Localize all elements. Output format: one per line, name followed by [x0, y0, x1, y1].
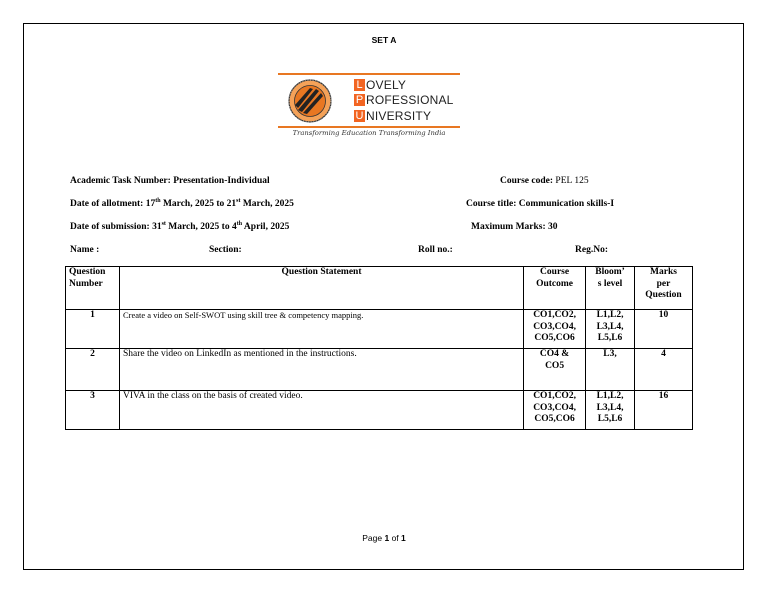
course-outcome: CO1,CO2, CO3,CO4, CO5,CO6 [524, 310, 586, 349]
roll-number-label: Roll no.: [418, 245, 453, 255]
marks: 16 [635, 391, 693, 430]
page-footer: Page 1 of 1 [362, 533, 406, 543]
logo-line-lovely [354, 77, 454, 93]
section-label: Section: [209, 245, 242, 255]
university-logo [278, 70, 460, 142]
table-header-row [66, 267, 693, 310]
logo-word: NIVERSITY [366, 108, 432, 123]
logo-wordmark [354, 77, 454, 124]
header-blooms-level: Bloom’ s level [586, 267, 635, 310]
registration-number-label: Reg.No: [575, 245, 608, 255]
question-statement: VIVA in the class on the basis of created video. [119, 391, 523, 430]
logo-line-professional [354, 93, 454, 109]
logo-word: ROFESSIONAL [366, 93, 454, 108]
logo-letter-box: L [354, 79, 365, 91]
logo-line-university [354, 108, 454, 124]
task-number: Academic Task Number: Presentation-Individual [70, 176, 270, 186]
question-statement: Create a video on Self-SWOT using skill tree & competency mapping. [119, 310, 523, 349]
university-seal-icon [280, 77, 350, 124]
question-number: 2 [66, 349, 120, 391]
marks: 10 [635, 310, 693, 349]
submission-date: Date of submission: 31st March, 2025 to 4th April, 2025 [70, 220, 290, 232]
header-question-statement: Question Statement [119, 267, 523, 310]
logo-letter-box: P [355, 94, 364, 107]
question-number: 1 [66, 310, 120, 349]
logo-tagline: Transforming Education Transforming India [292, 129, 446, 137]
blooms-level: L1,L2, L3,L4, L5,L6 [586, 391, 635, 430]
logo-word: OVELY [366, 77, 407, 92]
maximum-marks: Maximum Marks: 30 [471, 222, 558, 232]
allotment-date: Date of allotment: 17th March, 2025 to 21st March, 2025 [70, 197, 294, 209]
marks: 4 [635, 349, 693, 391]
logo-top-rule [278, 73, 460, 75]
header-course-outcome: Course Outcome [524, 267, 586, 310]
table-row [66, 349, 693, 391]
course-outcome: CO1,CO2, CO3,CO4, CO5,CO6 [524, 391, 586, 430]
logo-bottom-rule [278, 126, 460, 128]
header-question-number: Question Number [66, 267, 120, 310]
set-title: SET A [371, 35, 397, 45]
course-outcome: CO4 & CO5 [524, 349, 586, 391]
table-row [66, 391, 693, 430]
table-row [66, 310, 693, 349]
question-statement: Share the video on LinkedIn as mentioned in the instructions. [119, 349, 523, 391]
course-title: Course title: Communication skills-I [466, 199, 615, 209]
course-code: Course code: PEL 125 [500, 176, 589, 186]
logo-letter-box: U [355, 109, 364, 122]
blooms-level: L1,L2, L3,L4, L5,L6 [586, 310, 635, 349]
blooms-level: L3, [586, 349, 635, 391]
name-label: Name : [70, 245, 100, 255]
questions-table [65, 266, 693, 430]
header-marks-per-question: Marks per Question [635, 267, 693, 310]
question-number: 3 [66, 391, 120, 430]
